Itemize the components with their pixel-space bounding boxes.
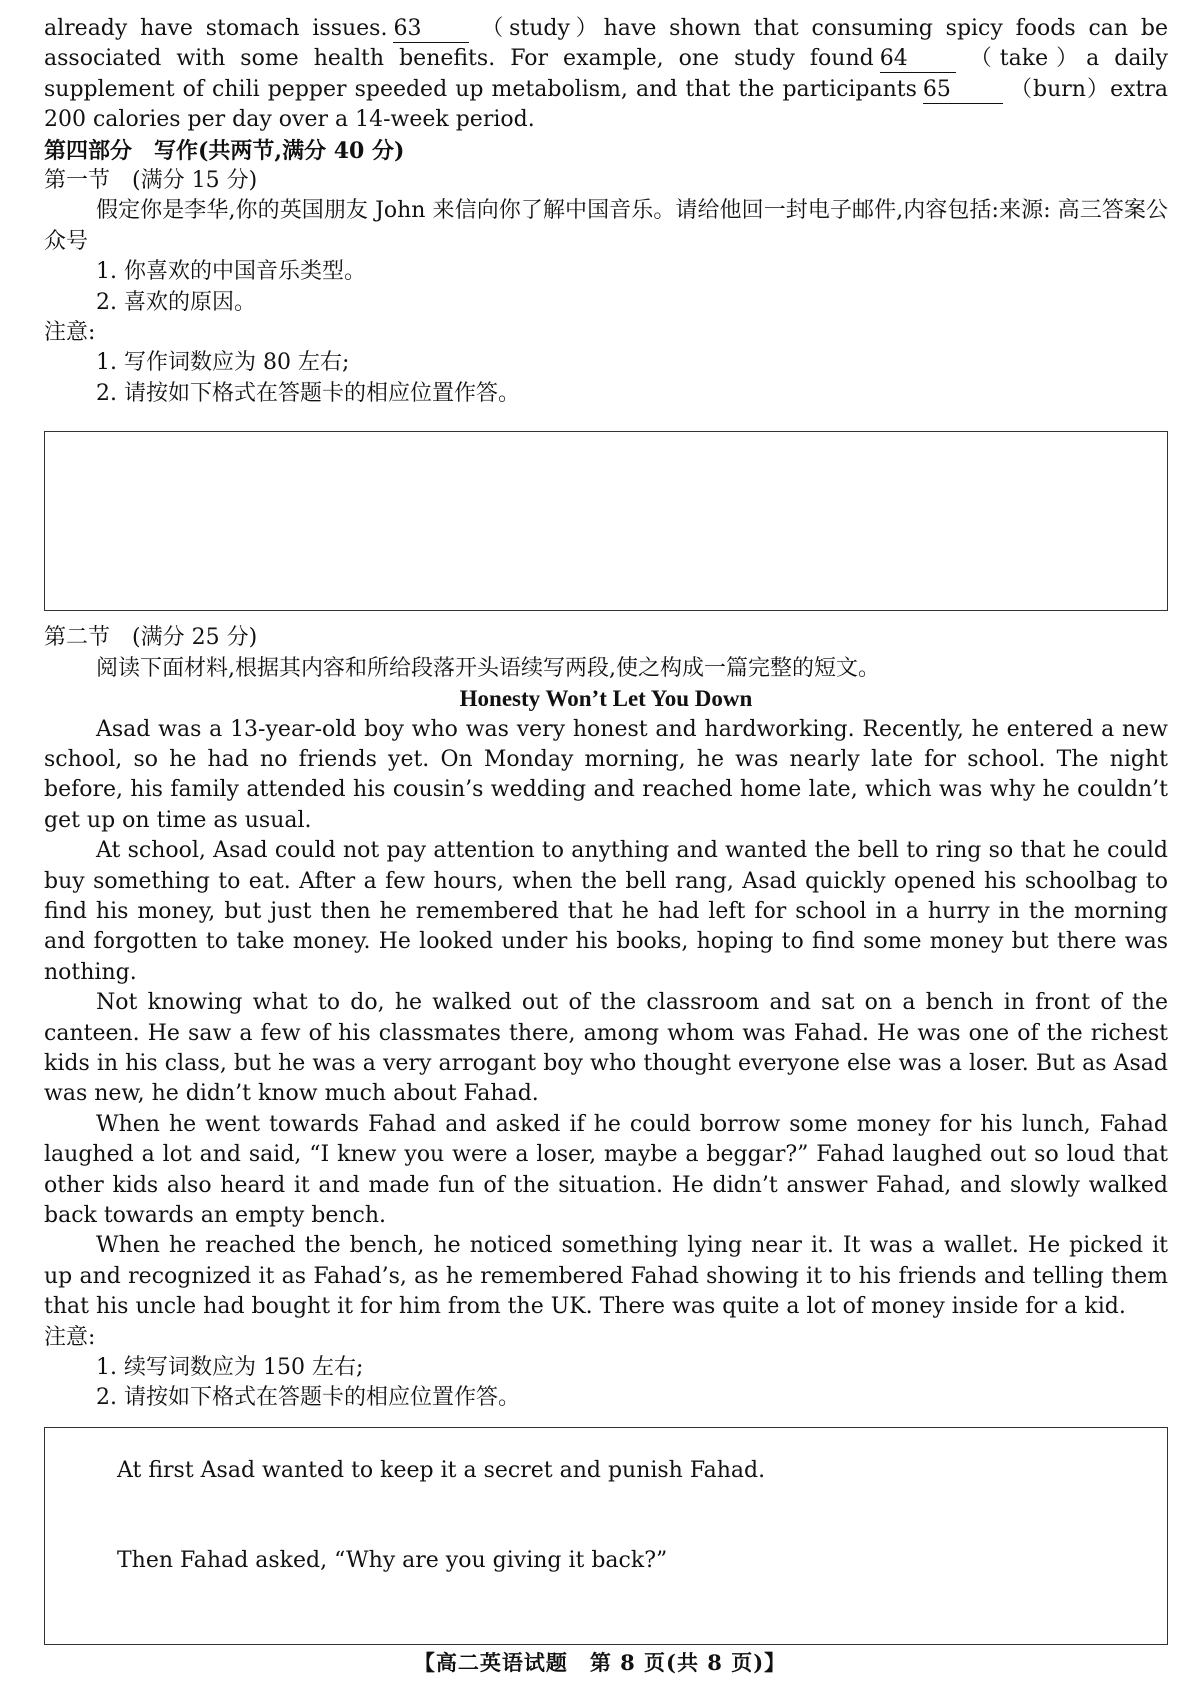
blank-64: 64 [880, 46, 956, 73]
note-label: 注意: [44, 320, 96, 346]
prompt-item-2: 2. 喜欢的原因。 [96, 289, 256, 315]
section1-heading: 第一节 (满分 15 分) [44, 168, 258, 194]
writing-space [117, 1486, 1167, 1546]
cloze-passage-end [44, 14, 1168, 136]
story-paragraph: When he went towards Fahad and asked if he could borrow some money for his lunch, Fahad laughed a lot and said, “I knew you were a loser, maybe a beggar?” Fahad laughed out so loud that other kids also heard it and made fun of the situation. He didn’t answer Fahad, and slowly walked back towards an empty bench. [44, 1111, 1168, 1228]
story-paragraph: At school, Asad could not pay attention to anything and wanted the bell to ring so that he could buy something to eat. After a few hours, when the bell rang, Asad quickly opened his schoolbag to find his money, but just then he remembered that he had left for school in a hurry in the morning and forgotten to take money. He looked under his books, hoping to find some money but there was nothing. [44, 838, 1168, 985]
story-paragraph: Not knowing what to do, he walked out of the classroom and sat on a bench in front of the canteen. He saw a few of his classmates there, among whom was Fahad. He was one of the richest kids in his class, but he was a very arrogant boy who thought everyone else was a loser. But as Asad was new, he didn’t know much about Fahad. [44, 990, 1168, 1107]
exam-page [44, 14, 1168, 1645]
story-title: Honesty Won’t Let You Down [459, 686, 753, 712]
note-item-2: 2. 请按如下格式在答题卡的相应位置作答。 [96, 1385, 520, 1411]
paragraph-opener-1: At first Asad wanted to keep it a secret and punish Fahad. [117, 1457, 766, 1483]
cloze-text: already have stomach issues. [44, 16, 388, 41]
answer-box-email [44, 431, 1168, 611]
note-item-1: 1. 写作词数应为 80 左右; [96, 350, 350, 376]
note-item-2: 2. 请按如下格式在答题卡的相应位置作答。 [96, 380, 520, 406]
blank-63: 63 [393, 16, 469, 43]
section2-instruction: 阅读下面材料,根据其内容和所给段落开头语续写两段,使之构成一篇完整的短文。 [96, 655, 880, 681]
writing-prompt: 假定你是李华,你的英国朋友 John 来信向你了解中国音乐。请给他回一封电子邮件,内容包括:来源: 高三答案公众号 [44, 198, 1168, 254]
story-paragraph: When he reached the bench, he noticed something lying near it. It was a wallet. He picked it up and recognized it as Fahad’s, as he remembered Fahad showing it to his friends and telling them that his uncle had bought it for him from the UK. There was quite a lot of money inside for a kid. [44, 1233, 1168, 1320]
note-label: 注意: [44, 1324, 96, 1350]
page-footer: 【高二英语试题 第 8 页(共 8 页)】 [413, 1650, 787, 1675]
cloze-text: （burn）extra 200 calories per day over a 14-week period. [44, 76, 1168, 133]
note-item-1: 1. 续写词数应为 150 左右; [96, 1355, 364, 1381]
cloze-text: （study）have shown that consuming spicy foods can be associated with some health benefits. For example, one study found [44, 16, 1169, 72]
paragraph-opener-2: Then Fahad asked, “Why are you giving it back?” [117, 1547, 668, 1573]
prompt-item-1: 1. 你喜欢的中国音乐类型。 [96, 259, 366, 285]
cloze-text: （take）a daily supplement of chili pepper speeded up metabolism, and that the participants [44, 46, 1168, 102]
story-paragraph: Asad was a 13-year-old boy who was very honest and hardworking. Recently, he entered a new school, so he had no friends yet. On Monday morning, he was nearly late for school. The night before, his family attended his cousin’s wedding and reached home late, which was why he couldn’t get up on time as usual. [44, 716, 1168, 833]
answer-box-continuation [44, 1427, 1168, 1645]
blank-65: 65 [923, 77, 1003, 104]
part4-heading: 第四部分 写作(共两节,满分 40 分) [44, 137, 405, 164]
section2-heading: 第二节 (满分 25 分) [44, 625, 258, 651]
